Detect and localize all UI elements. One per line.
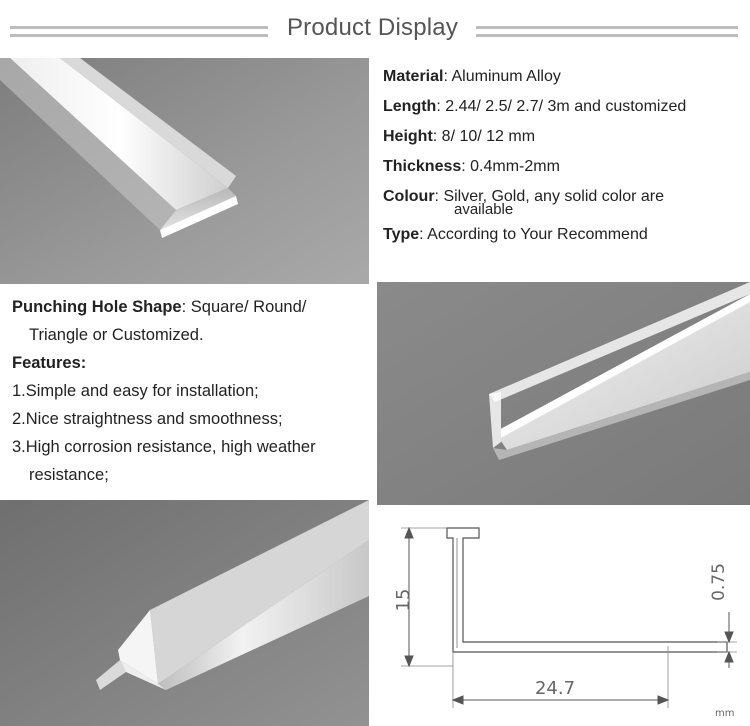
spec-value-continued: available xyxy=(454,201,514,218)
spec-value: Aluminum Alloy xyxy=(451,68,561,85)
spec-label: Colour xyxy=(383,188,435,205)
spec-value: 2.44/ 2.5/ 2.7/ 3m and customized xyxy=(445,98,687,115)
spec-value: 0.4mm-2mm xyxy=(470,158,560,175)
feature-item xyxy=(12,378,372,406)
spec-sep: : xyxy=(434,188,444,205)
spec-label: Type xyxy=(383,226,420,243)
spec-sep: : xyxy=(443,68,452,85)
spec-label: Thickness xyxy=(383,158,462,175)
spec-sep: : xyxy=(432,128,442,145)
features-heading xyxy=(12,350,372,378)
spec-value: Silver, Gold, any solid color are xyxy=(443,188,664,205)
dimension-width: 24.7 xyxy=(534,678,576,699)
spec-material xyxy=(383,66,748,96)
header-rule-left xyxy=(10,26,268,37)
spec-value: According to Your Recommend xyxy=(427,226,648,243)
page-title: Product Display xyxy=(286,14,459,41)
feature-number: 3. xyxy=(12,438,26,456)
feature-item xyxy=(12,406,372,434)
feature-item-cont: resistance; xyxy=(29,466,109,484)
spec-sep: : xyxy=(436,98,446,115)
feature-text: Nice straightness and smoothness; xyxy=(25,410,283,428)
header-rule-right xyxy=(476,26,738,37)
spec-thickness xyxy=(383,156,748,186)
punching-sep: : xyxy=(181,298,191,316)
features-block xyxy=(12,294,372,490)
punching-label: Punching Hole Shape xyxy=(12,298,182,316)
punching-value: Square/ Round/ xyxy=(190,298,307,316)
profile-drawing xyxy=(377,512,750,726)
punching-hole-line-cont: Triangle or Customized. xyxy=(29,326,204,344)
spec-label: Material xyxy=(383,68,444,85)
spec-label: Length xyxy=(383,98,437,115)
product-photo-3 xyxy=(0,500,369,726)
feature-number: 1. xyxy=(12,382,26,400)
dimension-unit: mm xyxy=(715,708,735,719)
feature-text: High corrosion resistance, high weather xyxy=(25,438,316,456)
profile-outline xyxy=(447,528,727,652)
section-header xyxy=(0,0,750,58)
features-heading-text: Features: xyxy=(12,354,87,372)
spec-list xyxy=(383,66,748,254)
spec-colour xyxy=(383,186,748,224)
feature-item xyxy=(12,434,372,462)
dimension-height: 15 xyxy=(393,588,414,612)
spec-sep: : xyxy=(419,226,428,243)
spec-label: Height xyxy=(383,128,433,145)
product-photo-1 xyxy=(0,58,369,284)
feature-text: Simple and easy for installation; xyxy=(25,382,259,400)
spec-value: 8/ 10/ 12 mm xyxy=(441,128,536,145)
dimension-thickness: 0.75 xyxy=(709,563,729,601)
spec-height xyxy=(383,126,748,156)
spec-type xyxy=(383,224,748,254)
feature-number: 2. xyxy=(12,410,26,428)
spec-sep: : xyxy=(461,158,471,175)
product-photo-2 xyxy=(377,282,750,505)
spec-length xyxy=(383,96,748,126)
punching-hole-line xyxy=(12,294,372,322)
